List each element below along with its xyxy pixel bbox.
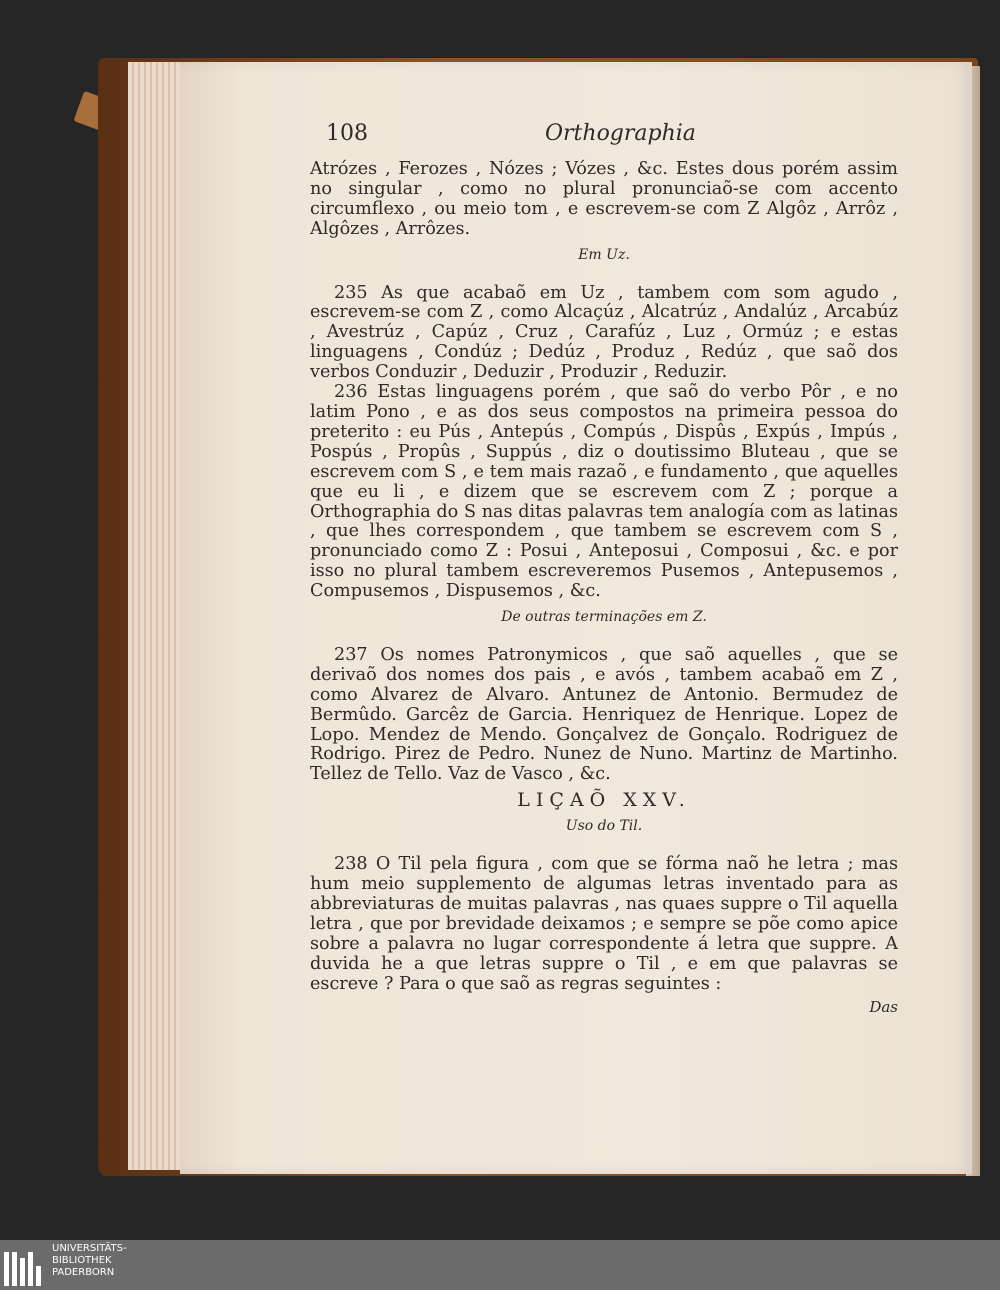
library-line-3: PADERBORN [52,1267,115,1278]
running-head [310,120,898,160]
chapter-heading: LIÇAÕ XXV. [517,789,691,812]
page-text [310,120,898,1018]
page-number: 108 [326,121,368,146]
running-title: Orthographia [545,121,696,146]
catchword: Das [869,998,898,1017]
section-heading-other-endings: De outras terminações em Z. [501,609,707,626]
paragraph-237: 237 Os nomes Patronymicos , que saõ aquelles , que se derivaõ dos nomes dos pais , e avós , tambem acabaõ em Z , como Alvarez de Alvaro. Antunez de Antonio. Bermudez de Bermûdo. Garcêz de Garcia. Henriquez de Henrique. Lopez de Lopo. Mendez de Mendo. Gonçalvez de Gonçalo. Rodriguez de Rodrigo. Pirez de Pedro. Nunez de Nuno. Martinz de Martinho. Tellez de Tello. Vaz de Vasco , &c. [310,644,898,785]
paragraph-238: 238 O Til pela figura , com que se fórma naõ he letra ; mas hum meio supplemento de algumas letras inventado para as abbreviaturas de muitas palavras , nas quaes suppre o Til aquella letra , que por brevidade deixamos ; e sempre se põe como apice sobre a palavra no lugar correspondente á letra que suppre. A duvida he a que letras suppre o Til , e em que palavras se escreve ? Para o que saõ as regras seguintes : [310,854,898,994]
paragraph-235: 235 As que acabaõ em Uz , tambem com som agudo , escrevem-se com Z , como Alcaçúz , Alcatrúz , Andalúz , Arcabúz , Avestrúz , Capúz , Cruz , Carafúz , Luz , Ormúz ; e estas linguagens , Condúz ; Dedúz , Produz , Redúz , que saõ dos verbos Conduzir , Deduzir , Produzir , Reduzir. [310,282,898,383]
paragraph-continuation: Atrózes , Ferozes , Nózes ; Vózes , &c. Estes dous porém assim no singular , como no plural pronunciaõ-se com accento circumflexo , ou meio tom , e escrevem-se com Z Algôz , Arrôz , Algôzes , Arrôzes. [310,159,898,239]
library-name [52,1243,127,1279]
library-logo-icon [4,1244,46,1286]
section-heading-uz: Em Uz. [578,246,630,263]
section-heading-til: Uso do Til. [565,818,643,835]
library-footer [0,1240,1000,1290]
library-line-1: UNIVERSITÄTS- [52,1243,127,1254]
paragraph-236: 236 Estas linguagens porém , que saõ do verbo Pôr , e no latim Pono , e as dos seus compostos na primeira pessoa do preterito : eu Pús , Antepús , Compús , Dispûs , Expús , Impús , Pospús , Propûs , Suppús , diz o doutissimo Bluteau , que se escrevem com S , e tem mais razaõ , e fundamento , que aquelles que eu li , e dizem que se escrevem com Z ; porque a Orthographia do S nas ditas palavras tem analogía com as latinas , que lhes correspondem , que tambem se escrevem com S , pronunciado como Z : Posui , Anteposui , Composui , &c. e por isso no plural tambem escreveremos Pusemos , Antepusemos , Compusemos , Dispusemos , &c. [310,382,898,602]
library-line-2: BIBLIOTHEK [52,1255,112,1266]
